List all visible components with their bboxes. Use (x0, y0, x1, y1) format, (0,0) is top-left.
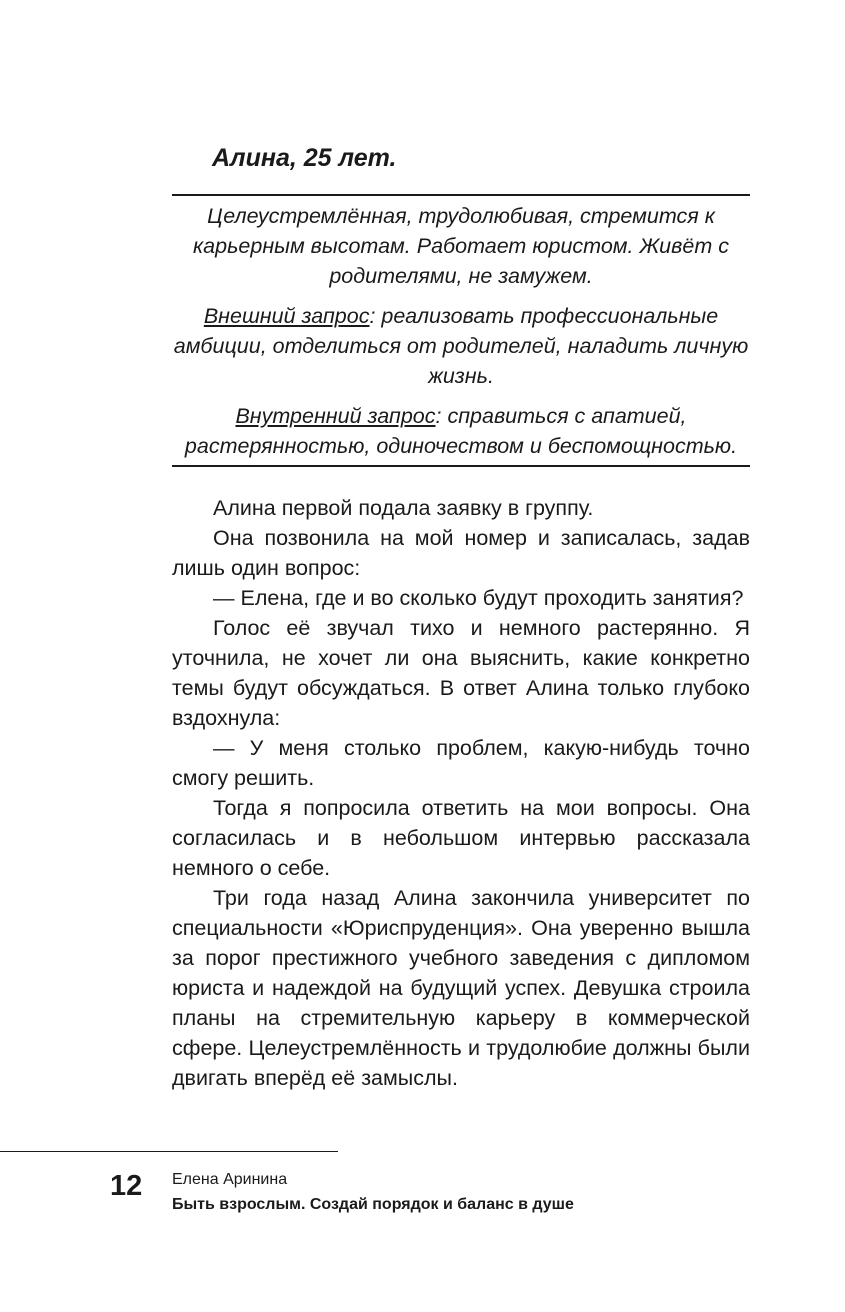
body-text (172, 493, 750, 1093)
internal-request-label: Внутренний запрос (235, 404, 436, 428)
body-paragraph: — Елена, где и во сколько будут проходить занятия? (213, 586, 744, 610)
footer-author: Елена Аринина (172, 1171, 288, 1188)
profile-box (172, 194, 750, 467)
body-paragraph: — У меня столько проблем, какую-нибудь точно смогу решить. (172, 736, 750, 790)
section-heading: Алина, 25 лет. (212, 144, 397, 172)
internal-request (172, 401, 750, 461)
profile-description: Целеустремлённая, трудолюбивая, стремится к карьерным высотам. Работает юристом. Живёт с родителями, не замужем. (193, 204, 729, 288)
body-paragraph: Она позвонила на мой номер и записалась, задав лишь один вопрос: (172, 526, 750, 580)
internal-request-text: : справиться с апатией, растерянностью, одиночеством и беспомощностью. (184, 404, 738, 458)
footer-book-title: Быть взрослым. Создай порядок и баланс в душе (172, 1196, 574, 1213)
external-request-label: Внешний запрос (203, 304, 370, 328)
body-paragraph: Алина первой подала заявку в группу. (213, 496, 594, 520)
external-request (172, 301, 750, 391)
footer-divider (0, 1151, 338, 1152)
page-number: 12 (110, 1170, 143, 1202)
body-paragraph: Три года назад Алина закончила университет по специальности «Юриспруденция». Она уверенно вышла за порог престижного учебного заведения с дипломом юриста и надеждой на будущий успех. Девушка строила планы на стремительную карьеру в коммерческой сфере. Целеустремлённость и трудолюбие должны были двигать вперёд её замыслы. (172, 886, 750, 1090)
body-paragraph: Тогда я попросила ответить на мои вопросы. Она согласилась и в небольшом интервью рассказала немного о себе. (172, 796, 750, 880)
body-paragraph: Голос её звучал тихо и немного растерянно. Я уточнила, не хочет ли она выяснить, какие конкретно темы будут обсуждаться. В ответ Алина только глубоко вздохнула: (172, 616, 750, 730)
external-request-text: : реализовать профессиональные амбиции, отделиться от родителей, наладить личную жизнь. (173, 304, 749, 388)
